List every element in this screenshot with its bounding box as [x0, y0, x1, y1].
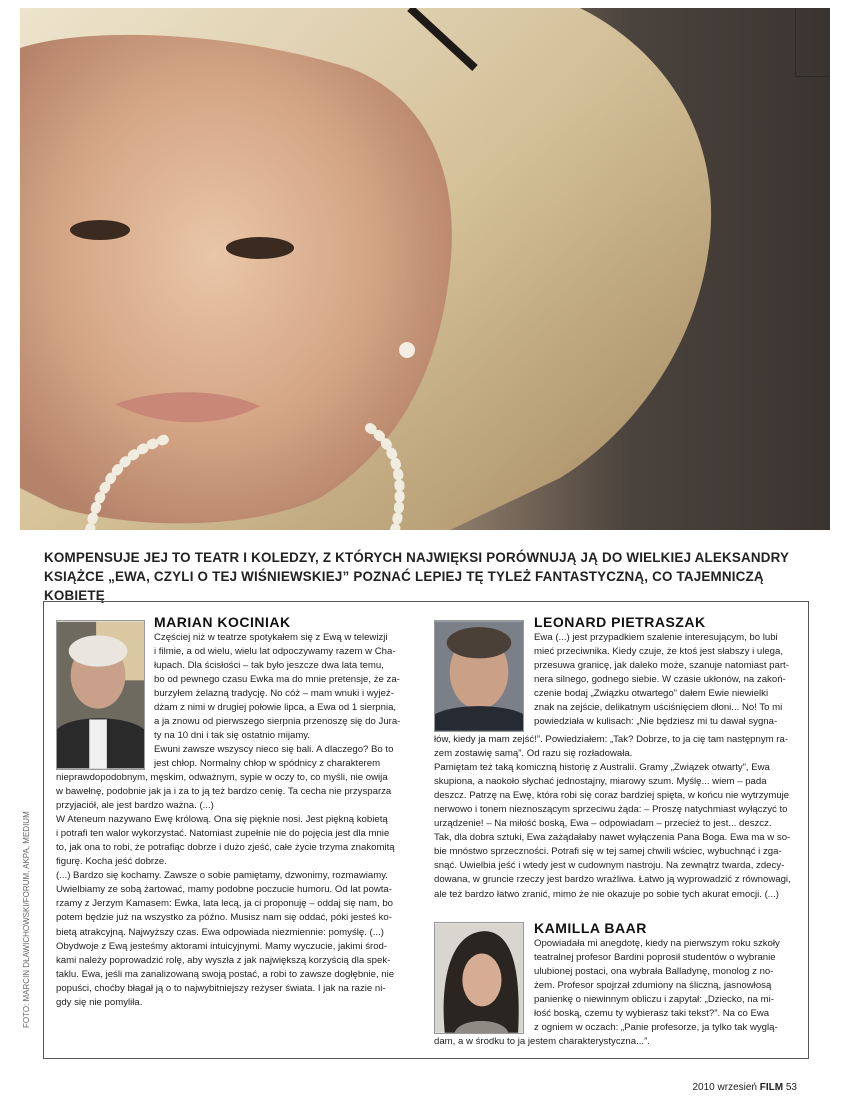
- kociniak-text-wide: [56, 771, 430, 1010]
- text-line: Tak, dla dobra sztuki, Ewa zażądałaby nawet wyłączenia Pana Boga. Ewa ma w so-: [434, 832, 791, 844]
- text-line: panienkę o niewinnym obliczu i zapytał: „Dziecko, na mi-: [534, 994, 774, 1006]
- text-line: bo od pewnego czasu Ewka ma do mnie pretensje, że za-: [154, 674, 400, 686]
- text-line: taklu. Ewa, jeśli ma zanalizowaną swoją postać, a robi to zawsze dogłębnie, nie: [56, 968, 395, 980]
- text-line: Ewa (...) jest przypadkiem szalenie interesującym, bo lubi: [534, 632, 778, 643]
- kociniak-text-narrow: [154, 631, 430, 771]
- text-line: łupach. Dla ścisłości – tak było jeszcze dwa lata temu,: [154, 660, 384, 672]
- text-line: dowana, w gruncie rzeczy jest bardzo wrażliwa. Łatwo ją wyprowadzić z równowagi,: [434, 874, 791, 886]
- page-number: 53: [785, 1082, 797, 1093]
- text-line: gdy się nie pomyliła.: [56, 996, 143, 1008]
- text-line: (...) Bardzo się kochamy. Zawsze o sobie pamiętamy, dzwonimy, rozmawiamy.: [56, 870, 388, 882]
- footer-month: wrzesień: [717, 1082, 757, 1093]
- footer-magazine: FILM: [759, 1082, 784, 1093]
- lead-line-2: KSIĄŻCE „EWA, CZYLI O TEJ WIŚNIEWSKIEJ” POZNAĆ LEPIEJ TĘ TYLEŻ FANTASTYCZNĄ, CO TAJEMNICZĄ KOBIETĘ: [44, 569, 764, 603]
- text-line: nera silnego, godnego siebie. W czasie ukłonów, na zakoń-: [534, 674, 786, 686]
- text-line: i filmie, a od wielu, wielu lat odpoczywamy razem w Cha-: [154, 646, 396, 658]
- text-line: teatralnej profesor Bardini poprosił studentów o wybranie: [534, 952, 776, 964]
- pietraszak-text-narrow: [534, 631, 797, 729]
- baar-text-narrow: [534, 937, 797, 1035]
- text-line: urządzenie! – Na miłość boską, Ewa – odpowiadam – przecież to jest... deszcz.: [434, 818, 772, 830]
- photo-credit: FOTO: MARCIN DŁAWICHOWSKI/FORUM, AKPA, MEDIUM: [22, 811, 31, 1028]
- text-line: a ja znowu od pierwszego sierpnia przenoszę się do Jura-: [154, 716, 401, 728]
- text-line: Ewuni zawsze wszyscy nieco się bali. A dlaczego? Bo to: [154, 744, 394, 756]
- pietraszak-name: LEONARD PIETRASZAK: [534, 614, 706, 630]
- photo-corner-frame: [795, 8, 830, 77]
- text-line: deszcz. Patrzę na Ewę, która robi się coraz bardziej spięta, w końcu nie wytrzymuje: [434, 790, 790, 802]
- text-line: Uwielbiamy ze sobą żartować, mamy podobne poczucie humoru. Od lat powta-: [56, 884, 392, 896]
- text-line: nerwowo i tonem nieznoszącym sprzeciwu żąda: – Proszę natychmiast wyłączyć to: [434, 804, 788, 816]
- baar-portrait: [434, 922, 524, 1034]
- lead-text: [44, 548, 814, 605]
- text-line: ty na 10 dni i tak się ostatnio mijamy.: [154, 730, 311, 742]
- text-line: figurę. Kocha jeść dobrze.: [56, 856, 167, 868]
- text-line: przyjaciół, ale jest bardzo ważna. (...): [56, 800, 214, 812]
- pietraszak-text-wide: [434, 733, 797, 902]
- text-line: Obydwoje z Ewą jesteśmy aktorami intuicyjnymi. Mamy wyczucie, jakimi środ-: [56, 940, 388, 952]
- main-photo: [20, 8, 830, 530]
- portrait-illustration: [20, 8, 830, 530]
- text-line: bie mnóstwo sprzeczności. Potrafi się w tej samej chwili wściec, wybuchnąć i zga-: [434, 846, 782, 858]
- text-line: burzyłem żelazną tradycję. No cóż – mam wnuki i wyjeż-: [154, 688, 394, 700]
- lead-line-1: KOMPENSUJE JEJ TO TEATR I KOLEDZY, Z KTÓRYCH NAJWIĘKSI PORÓWNUJĄ JĄ DO WIELKIEJ ALEKSANDRY: [44, 550, 790, 565]
- text-line: zem zostawię samą”. Od razu się rozładowała.: [434, 748, 633, 760]
- text-line: przesuwa granicę, jak daleko może, szanuje natomiast part-: [534, 660, 789, 672]
- text-line: dam, a w środku to ja jestem charakterystyczna...”.: [434, 1036, 650, 1047]
- baar-name: KAMILLA BAAR: [534, 920, 647, 936]
- text-line: Częściej niż w teatrze spotykałem się z Ewą w telewizji: [154, 632, 388, 643]
- page-footer: [692, 1082, 797, 1093]
- text-line: snąć. Uwielbia jeść i wtedy jest w cudownym nastroju. Na zewnątrz twarda, zdecy-: [434, 860, 785, 872]
- text-line: kami należy poprowadzić rolę, aby wyszła z jak największą korzyścią dla spek-: [56, 954, 391, 966]
- text-line: ulubionej postaci, ona wybrała Balladynę, monolog z no-: [534, 966, 774, 978]
- text-line: w bawełnę, podobnie jak ja i za to ją też bardzo cenię. Ta cecha nie przysparza: [56, 786, 392, 798]
- text-line: bietą atrakcyjną. Najwyższy czas. Ewa odpowiada niezmiennie: pomyślę. (...): [56, 926, 384, 938]
- text-line: to, jak ona to robi, że potrafiąc dobrze i dużo zjeść, całe życie trzyma znakomitą: [56, 842, 395, 854]
- text-line: łość boską, czemu ty wybierasz taki tekst?”. Na co Ewa: [534, 1008, 770, 1020]
- text-line: skupiona, a naokoło słychać jednostajny, miarowy szum. Myślę... wiem – pada: [434, 776, 767, 788]
- text-line: rzamy z Jerzym Kamasem: Ewka, lata lecą, ja ci proponuję – oddaj się nam, bo: [56, 898, 393, 910]
- text-line: i potrafi ten walor wykorzystać. Natomiast zupełnie nie do pojęcia jest dla mnie: [56, 828, 390, 840]
- text-line: z ogniem w oczach: „Panie profesorze, ja tylko tak wyglą-: [534, 1022, 778, 1034]
- baar-text-wide: [434, 1035, 797, 1049]
- text-line: jest chłop. Normalny chłop w spódnicy z charakterem: [154, 758, 381, 770]
- text-line: żem. Profesor spojrzał zdumiony na śliczną, jasnowłosą: [534, 980, 772, 992]
- text-line: W Ateneum nazywano Ewę królową. Ona się pięknie nosi. Jest piękną kobietą: [56, 814, 388, 826]
- footer-year: 2010: [692, 1082, 715, 1093]
- text-line: powiedziała w kulisach: „Nie będziesz mi tu dawał sygna-: [534, 716, 778, 728]
- text-line: dżam z nimi w drugiej połowie lipca, a Ewa od 1 sierpnia,: [154, 702, 397, 714]
- pietraszak-portrait: [434, 620, 524, 732]
- text-line: Opowiadała mi anegdotę, kiedy na pierwszym roku szkoły: [534, 938, 780, 949]
- text-line: czenie bodaj „Związku otwartego” dałem Ewie niewielki: [534, 688, 769, 700]
- text-line: znak na zejście, delikatnym uściśnięciem dłoni... No! To mi: [534, 702, 783, 714]
- text-line: Pamiętam też taką komiczną historię z Australii. Gramy „Związek otwarty”, Ewa: [434, 762, 770, 774]
- text-line: popuści, choćby błagał ją o to najwybitniejszy reżyser świata. I jak na razie ni-: [56, 982, 386, 994]
- text-line: łów, kiedy ja mam zejść!”. Powiedziałem: „Tak? Dobrze, to ja cię tam następnym ra-: [434, 734, 789, 745]
- text-line: ale też bardzo łatwo zranić, mimo że nie okazuje po sobie tych akurat emocji. (...): [434, 888, 779, 900]
- kociniak-name: MARIAN KOCINIAK: [154, 614, 291, 630]
- kociniak-portrait: [56, 620, 145, 770]
- text-line: potem będzie już na wszystko za późno. Musisz nam się oddać, póki jesteś ko-: [56, 912, 392, 924]
- text-line: mieć przeciwnika. Kiedy czuje, że ktoś jest słabszy i ulega,: [534, 646, 784, 658]
- text-line: nieprawdopodobnym, męskim, odważnym, sypie w oczy to, co myśli, nie owija: [56, 772, 388, 783]
